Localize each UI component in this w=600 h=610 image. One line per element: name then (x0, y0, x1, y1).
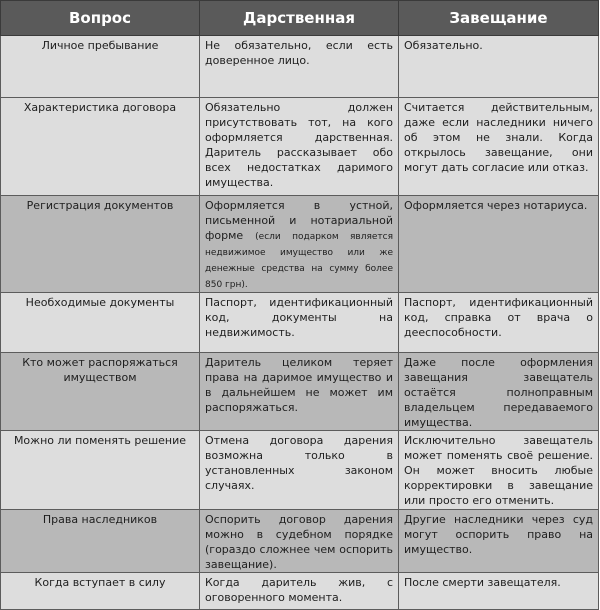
header-row (1, 1, 599, 36)
will-cell: После смерти завещателя. (399, 573, 599, 610)
will-cell: Считается действительным, даже если наследники ничего об этом не знали. Когда открылось завещание, они могут дать согласие или отказ. (399, 98, 599, 196)
table-row (1, 196, 599, 293)
table-row (1, 431, 599, 510)
question-cell: Характеристика договора (1, 98, 200, 196)
will-cell: Паспорт, идентификационный код, справка от врача о дееспособности. (399, 293, 599, 353)
will-cell: Исключительно завещатель может поменять своё решение. Он может вносить любые корректировки в завещание или просто его отменить. (399, 431, 599, 510)
question-cell: Необходимые документы (1, 293, 200, 353)
question-cell: Когда вступает в силу (1, 573, 200, 610)
header-will: Завещание (399, 1, 599, 36)
gift-cell: Когда даритель жив, с оговоренного момента. (200, 573, 399, 610)
table-row (1, 353, 599, 431)
question-cell: Права наследников (1, 510, 200, 573)
gift-cell: Паспорт, идентификационный код, документы на недвижимость. (200, 293, 399, 353)
gift-cell: Обязательно должен присутствовать тот, на кого оформляется дарственная. Даритель рассказывает обо всех недостатках даримого имущества. (200, 98, 399, 196)
table-row (1, 573, 599, 610)
table-row (1, 98, 599, 196)
question-cell: Можно ли поменять решение (1, 431, 200, 510)
table-row (1, 293, 599, 353)
question-cell: Регистрация документов (1, 196, 200, 293)
question-cell: Кто может распоряжаться имуществом (1, 353, 200, 431)
will-cell: Другие наследники через суд могут оспорить право на имущество. (399, 510, 599, 573)
gift-cell: Оспорить договор дарения можно в судебном порядке (гораздо сложнее чем оспорить завещание). (200, 510, 399, 573)
gift-cell: Не обязательно, если есть доверенное лицо. (200, 36, 399, 98)
gift-cell: Даритель целиком теряет права на даримое имущество и в дальнейшем не может им распоряжаться. (200, 353, 399, 431)
will-cell: Оформляется через нотариуса. (399, 196, 599, 293)
gift-cell: Отмена договора дарения возможна только в установленных законом случаях. (200, 431, 399, 510)
gift-note: (если подарком является недвижимое имущество или же денежные средства на сумму более 850 грн). (205, 232, 394, 290)
header-question: Вопрос (1, 1, 200, 36)
table-row (1, 36, 599, 98)
will-cell: Обязательно. (399, 36, 599, 98)
table-row (1, 510, 599, 573)
header-gift-deed: Дарственная (200, 1, 399, 36)
will-cell: Даже после оформления завещания завещатель остаётся полноправным владельцем передаваемого имущества. (399, 353, 599, 431)
question-cell: Личное пребывание (1, 36, 200, 98)
gift-cell (200, 196, 399, 293)
gift-text: Оформляется в устной, письменной и нотариальной форме (205, 199, 393, 242)
